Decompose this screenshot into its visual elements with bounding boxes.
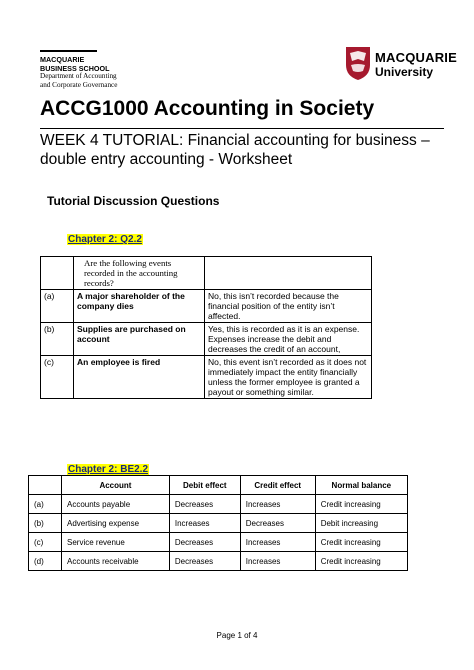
table-cell: (c) bbox=[29, 533, 62, 552]
column-header: Debit effect bbox=[169, 476, 240, 495]
department-line1: Department of Accounting bbox=[40, 72, 117, 80]
answer-cell: Yes, this is recorded as it is an expense. Expenses increase the debit and decreases the credit of an account, bbox=[205, 323, 372, 356]
logo-subtext: University bbox=[375, 65, 434, 79]
table-cell: Credit increasing bbox=[315, 552, 407, 571]
table-cell: Advertising expense bbox=[62, 514, 170, 533]
table-cell: Decreases bbox=[169, 495, 240, 514]
page-number: Page 1 of 4 bbox=[216, 631, 258, 640]
table-row bbox=[41, 356, 372, 399]
row-label: (c) bbox=[41, 356, 74, 399]
table-row bbox=[29, 495, 408, 514]
section-heading: Tutorial Discussion Questions bbox=[47, 194, 220, 208]
answer-cell: No, this event isn’t recorded as it does not immediately impact the entity financially unless the former employee is granted a payout or something similar. bbox=[205, 356, 372, 399]
crest-icon bbox=[345, 45, 371, 81]
table-row bbox=[41, 323, 372, 356]
question-header: Are the following events recorded in the accounting records? bbox=[74, 257, 205, 290]
table-cell: Debit increasing bbox=[315, 514, 407, 533]
events-table bbox=[40, 256, 372, 399]
event-cell: A major shareholder of the company dies bbox=[74, 290, 205, 323]
table-cell: Decreases bbox=[169, 552, 240, 571]
column-header: Account bbox=[62, 476, 170, 495]
row-label: (b) bbox=[41, 323, 74, 356]
table-header-row bbox=[29, 476, 408, 495]
department-line2: and Corporate Governance bbox=[40, 81, 118, 89]
title-rule bbox=[40, 128, 444, 129]
table-cell: Accounts receivable bbox=[62, 552, 170, 571]
accounts-table bbox=[28, 475, 408, 571]
column-header: Credit effect bbox=[240, 476, 315, 495]
table-cell bbox=[205, 257, 372, 290]
event-cell: An employee is fired bbox=[74, 356, 205, 399]
table-cell: Decreases bbox=[169, 533, 240, 552]
table-cell: Increases bbox=[240, 533, 315, 552]
table-cell: Credit increasing bbox=[315, 533, 407, 552]
table-row bbox=[29, 533, 408, 552]
table-cell: (b) bbox=[29, 514, 62, 533]
column-header: Normal balance bbox=[315, 476, 407, 495]
row-label: (a) bbox=[41, 290, 74, 323]
university-logo bbox=[345, 45, 457, 85]
table-cell: Increases bbox=[240, 495, 315, 514]
table-cell: Increases bbox=[240, 552, 315, 571]
school-name-line2: BUSINESS SCHOOL bbox=[40, 64, 110, 73]
table-row bbox=[29, 552, 408, 571]
school-name-line1: MACQUARIE bbox=[40, 55, 85, 64]
column-header bbox=[29, 476, 62, 495]
school-name bbox=[40, 55, 110, 73]
table-cell: Service revenue bbox=[62, 533, 170, 552]
department-name bbox=[40, 72, 117, 90]
course-title: ACCG1000 Accounting in Society bbox=[40, 97, 375, 120]
week-title: WEEK 4 TUTORIAL: Financial accounting for business – double entry accounting - Worksheet bbox=[40, 132, 430, 168]
logo-wordmark: MACQUARIE bbox=[375, 50, 457, 65]
table-row bbox=[41, 257, 372, 290]
table-cell bbox=[41, 257, 74, 290]
table-row bbox=[29, 514, 408, 533]
event-cell: Supplies are purchased on account bbox=[74, 323, 205, 356]
table-cell: Accounts payable bbox=[62, 495, 170, 514]
chapter-heading-q2-2: Chapter 2: Q2.2 bbox=[68, 234, 142, 245]
table-cell: Decreases bbox=[240, 514, 315, 533]
table-row bbox=[41, 290, 372, 323]
table-cell: Increases bbox=[169, 514, 240, 533]
school-rule bbox=[40, 50, 97, 52]
table-cell: (a) bbox=[29, 495, 62, 514]
table-cell: Credit increasing bbox=[315, 495, 407, 514]
table-cell: (d) bbox=[29, 552, 62, 571]
answer-cell: No, this isn’t recorded because the financial position of the entity isn’t affected. bbox=[205, 290, 372, 323]
chapter-heading-be2-2: Chapter 2: BE2.2 bbox=[68, 464, 149, 475]
